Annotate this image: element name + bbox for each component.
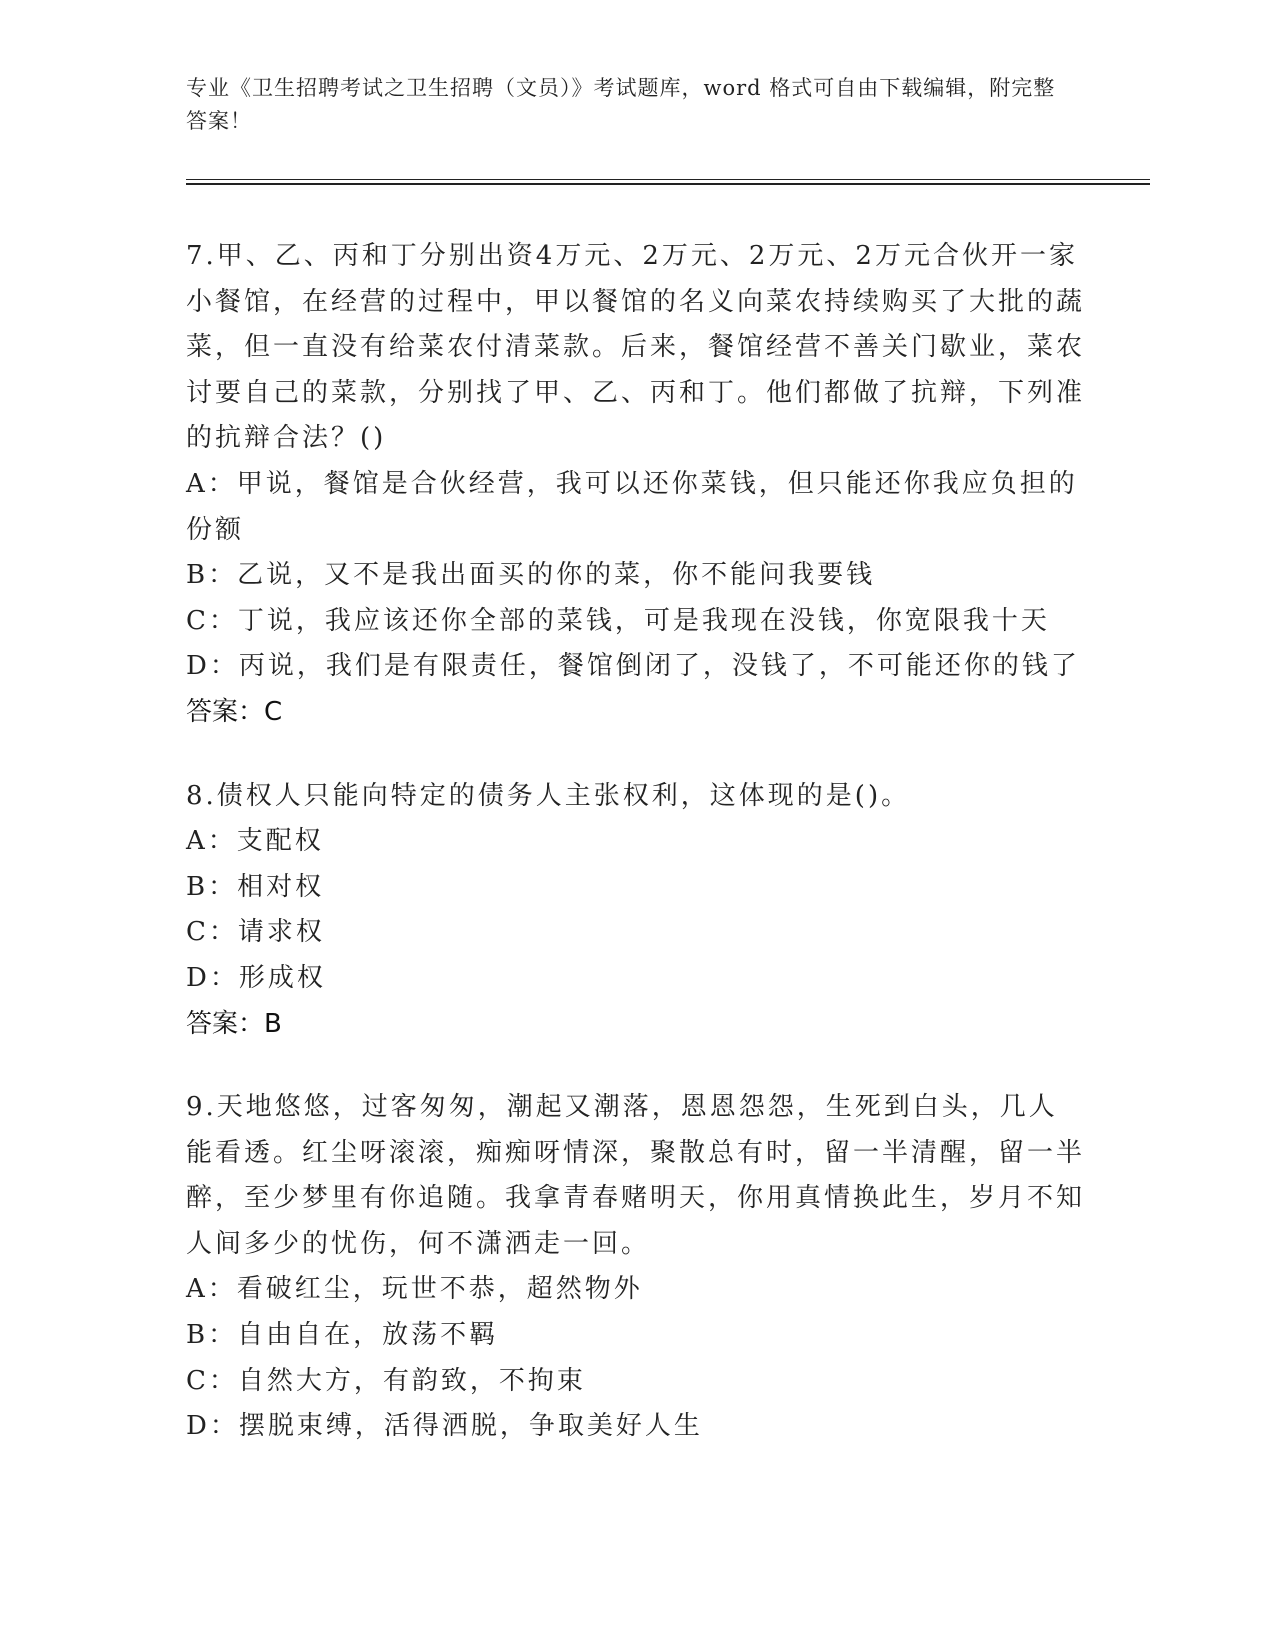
document-header: 专业《卫生招聘考试之卫生招聘（文员）》考试题库，word 格式可自由下载编辑，附完整答案！	[186, 76, 1056, 133]
option-b: B：乙说，又不是我出面买的你的菜，你不能问我要钱	[186, 560, 876, 591]
question-stem: 7.甲、乙、丙和丁分别出资4万元、2万元、2万元、2万元合伙开一家小餐馆，在经营的过程中，甲以餐馆的名义向菜农持续购买了大批的蔬菜，但一直没有给菜农付清菜款。后来，餐馆经营不善关门歇业，菜农讨要自己的菜款，分别找了甲、乙、丙和丁。他们都做了抗辩，下列准的抗辩合法？()	[186, 241, 1086, 454]
answer-label: 答案：B	[186, 1008, 282, 1039]
option-c: C：自然大方，有韵致，不拘束	[186, 1365, 586, 1396]
question-list	[186, 234, 1086, 1488]
option-b: B：自由自在，放荡不羁	[186, 1320, 499, 1351]
question-9	[186, 1085, 1086, 1450]
option-d: D：形成权	[186, 962, 326, 993]
option-a: A：支配权	[186, 826, 324, 857]
option-a: A：甲说，餐馆是合伙经营，我可以还你菜钱，但只能还你我应负担的份额	[186, 468, 1078, 545]
question-stem: 8.债权人只能向特定的债务人主张权利，这体现的是()。	[186, 780, 911, 811]
header-divider-bottom	[186, 183, 1150, 185]
answer-label: 答案：C	[186, 696, 283, 727]
question-stem: 9.天地悠悠，过客匆匆，潮起又潮落，恩恩怨怨，生死到白头，几人能看透。红尘呀滚滚，痴痴呀情深，聚散总有时，留一半清醒，留一半醉，至少梦里有你追随。我拿青春赌明天，你用真情换此生，岁月不知人间多少的忧伤，何不潇洒走一回。	[186, 1092, 1086, 1259]
option-d: D：丙说，我们是有限责任，餐馆倒闭了，没钱了，不可能还你的钱了	[186, 651, 1080, 682]
option-d: D：摆脱束缚，活得洒脱，争取美好人生	[186, 1411, 703, 1442]
option-a: A：看破红尘，玩世不恭，超然物外	[186, 1274, 643, 1305]
header-divider-top	[186, 179, 1150, 180]
option-b: B：相对权	[186, 871, 325, 902]
question-7	[186, 234, 1086, 736]
option-c: C：丁说，我应该还你全部的菜钱，可是我现在没钱，你宽限我十天	[186, 605, 1050, 636]
option-c: C：请求权	[186, 917, 325, 948]
question-8	[186, 774, 1086, 1048]
